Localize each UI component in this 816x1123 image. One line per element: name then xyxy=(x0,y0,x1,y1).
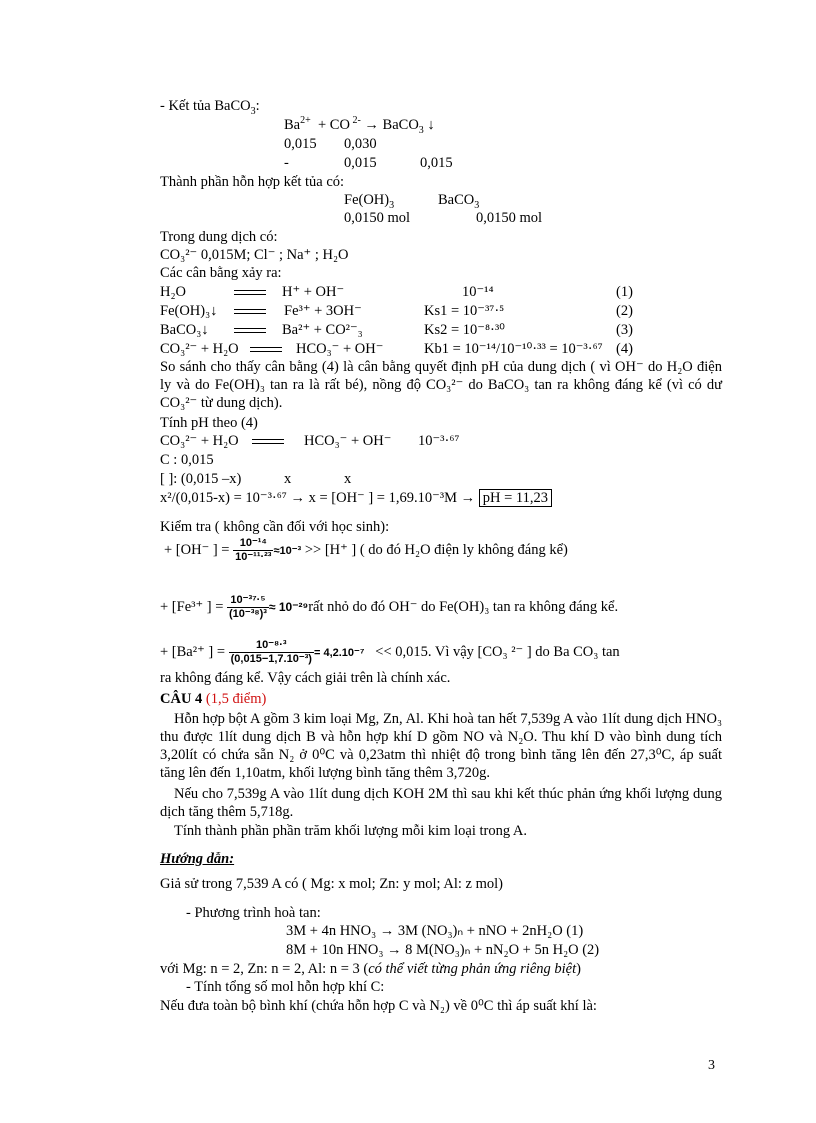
equilibrium-constant: 10⁻¹⁴ xyxy=(462,284,494,300)
result-box: pH = 11,23 xyxy=(479,489,552,507)
equilibrium-left: H₂O xyxy=(160,284,186,300)
equilibrium-left: Fe(OH)₃↓ xyxy=(160,303,218,319)
equation-number: (4) xyxy=(616,341,633,357)
check-line: + [Fe³⁺ ] = $\frac{\text{10⁻³⁷·⁵}}{\text{(10⁻³⁸)³}}$ ≈ 10⁻²⁹rất nhỏ do đó OH⁻ do Fe(OH)₃ tan ra không đáng kể. xyxy=(160,594,619,621)
text-line: 0,015 xyxy=(284,136,317,152)
equilibrium-left: CO₃²⁻ + H₂O xyxy=(160,341,239,357)
equilibrium-arrow xyxy=(250,432,286,450)
equilibrium-arrow xyxy=(232,321,268,339)
text-line: - Tính tổng số mol hỗn hợp khí C: xyxy=(186,979,385,995)
equilibrium-right: HCO₃⁻ + OH⁻ xyxy=(296,341,384,357)
fraction: $\frac{\text{10⁻¹⁴}}{\text{10⁻¹¹·²³}}$ xyxy=(235,537,272,564)
equilibrium-left: BaCO₃↓ xyxy=(160,322,209,338)
text-line: x xyxy=(284,471,292,487)
page-number: 3 xyxy=(708,1058,715,1073)
text-line: x xyxy=(344,471,352,487)
equilibrium-constant: 10⁻³·⁶⁷ xyxy=(418,433,460,449)
equilibrium-arrow xyxy=(232,302,268,320)
subheading: Hướng dẫn: xyxy=(160,851,235,867)
text-line: Kiểm tra ( không cần đối với học sinh): xyxy=(160,519,390,535)
equilibrium-arrow xyxy=(248,340,284,358)
equilibrium-right: H⁺ + OH⁻ xyxy=(282,284,345,300)
text-line: BaCO$_3$ xyxy=(438,192,480,211)
text-line: Giả sử trong 7,539 A có ( Mg: x mol; Zn: y mol; Al: z mol) xyxy=(160,876,503,892)
equilibrium-arrow xyxy=(232,283,268,301)
text-line: CO₃²⁻ 0,015M; Cl⁻ ; Na⁺ ; H₂O xyxy=(160,247,349,263)
text-line: [ ]: (0,015 –x) xyxy=(160,471,242,487)
check-line: + [Ba²⁺ ] = $\frac{\text{10⁻⁸·³}}{\text{(0,015−1,7.10⁻³)}}$ = 4,2.10⁻⁷ << 0,015. Vì vậy [CO₃ ²⁻ ] do Ba CO₃ tan xyxy=(160,639,620,666)
equilibrium-constant: Kb1 = 10⁻¹⁴/10⁻¹⁰·³³ = 10⁻³·⁶⁷ xyxy=(424,341,603,357)
equation-number: (3) xyxy=(616,322,633,338)
equilibrium-left: CO₃²⁻ + H₂O xyxy=(160,433,239,449)
equilibrium-constant: Ks1 = 10⁻³⁷·⁵ xyxy=(424,303,505,319)
paragraph: Hỗn hợp bột A gồm 3 kim loại Mg, Zn, Al. Khi hoà tan hết 7,539g A vào 1lít dung dịch HNO₃ thu được 1lít dung dịch B và hỗn hợp khí D gồm NO và N₂O. Thu khí D vào bình dung tích 3,20lít có chứa sẵn N₂ ở 0⁰C và 0,23atm thì nhiệt độ trong bình tăng lên đến 27,3⁰C, áp suất tăng lên đến 1,10atm, khối lượng bình tăng thêm 3,720g. xyxy=(160,711,722,781)
text-line: Trong dung dịch có: xyxy=(160,229,278,245)
fraction: $\frac{\text{10⁻³⁷·⁵}}{\text{(10⁻³⁸)³}}$ xyxy=(229,594,267,621)
text-line: - Kết tủa BaCO$_3$: xyxy=(160,98,260,117)
text-line: với Mg: n = 2, Zn: n = 2, Al: n = 3 (có thể viết từng phản ứng riêng biệt) xyxy=(160,961,581,977)
reaction-line: 8M + 10n HNO₃ → 8 M(NO₃)ₙ + nN₂O + 5n H₂O (2) xyxy=(286,942,600,958)
text-line: Nếu đưa toàn bộ bình khí (chứa hỗn hợp C và N₂) về 0⁰C thì áp suất khí là: xyxy=(160,998,597,1014)
fraction: $\frac{\text{10⁻⁸·³}}{\text{(0,015−1,7.10⁻³)}}$ xyxy=(230,639,312,666)
text-line: Thành phần hỗn hợp kết tủa có: xyxy=(160,174,345,190)
text-line: 0,030 xyxy=(344,136,377,152)
text-line: - xyxy=(284,155,289,171)
equation-number: (2) xyxy=(616,303,633,319)
equation-line: $Ba^{2+}$ + CO $^{2-}$ → BaCO$_3$ ↓ xyxy=(284,115,435,136)
check-line: + [OH⁻ ] = $\frac{\text{10⁻¹⁴}}{\text{10⁻¹¹·²³}}$ ≈10⁻³ >> [H⁺ ] ( do đó H₂O điện ly không đáng kể) xyxy=(164,537,568,564)
text-line: 0,015 xyxy=(344,155,377,171)
reaction-line: 3M + 4n HNO₃ → 3M (NO₃)ₙ + nNO + 2nH₂O (1) xyxy=(286,923,584,939)
text-line: Tính thành phần phần trăm khối lượng mỗi kim loại trong A. xyxy=(174,823,528,839)
paragraph: Nếu cho 7,539g A vào 1lít dung dịch KOH 2M thì sau khi kết thúc phản ứng khối lượng dung dịch tăng thêm 5,718g. xyxy=(160,786,722,820)
text-line: ra không đáng kể. Vậy cách giải trên là chính xác. xyxy=(160,670,451,686)
equilibrium-right: HCO₃⁻ + OH⁻ xyxy=(304,433,392,449)
text-line: x²/(0,015-x) = 10⁻³·⁶⁷ → x = [OH⁻ ] = 1,69.10⁻³M → pH = 11,23 xyxy=(160,489,552,507)
text-line: Tính pH theo (4) xyxy=(160,415,258,431)
equation-number: (1) xyxy=(616,284,633,300)
paragraph: So sánh cho thấy cân bằng (4) là cân bằng quyết định pH của dung dịch ( vì OH⁻ do H₂O điện ly và do Fe(OH)₃ tan ra là rất bé), nồng độ CO₃²⁻ do BaCO₃ tan ra không đáng kể (vì có dư CO₃²⁻ từ dung dịch). xyxy=(160,359,722,411)
text-line: $Fe(OH)_3$ xyxy=(344,192,395,211)
equilibrium-constant: Ks2 = 10⁻⁸·³⁰ xyxy=(424,322,505,338)
text-line: C : 0,015 xyxy=(160,452,214,468)
text-line: 0,0150 mol xyxy=(344,210,411,226)
text-line: Các cân bằng xảy ra: xyxy=(160,265,282,281)
text-line: 0,015 xyxy=(420,155,453,171)
equilibrium-right: Fe³⁺ + 3OH⁻ xyxy=(284,303,362,319)
section-heading: CÂU 4 (1,5 điểm) xyxy=(160,691,267,707)
text-line: - Phương trình hoà tan: xyxy=(186,905,321,921)
text-line: 0,0150 mol xyxy=(476,210,543,226)
equilibrium-right: Ba²⁺ + CO²⁻₃ xyxy=(282,322,363,338)
